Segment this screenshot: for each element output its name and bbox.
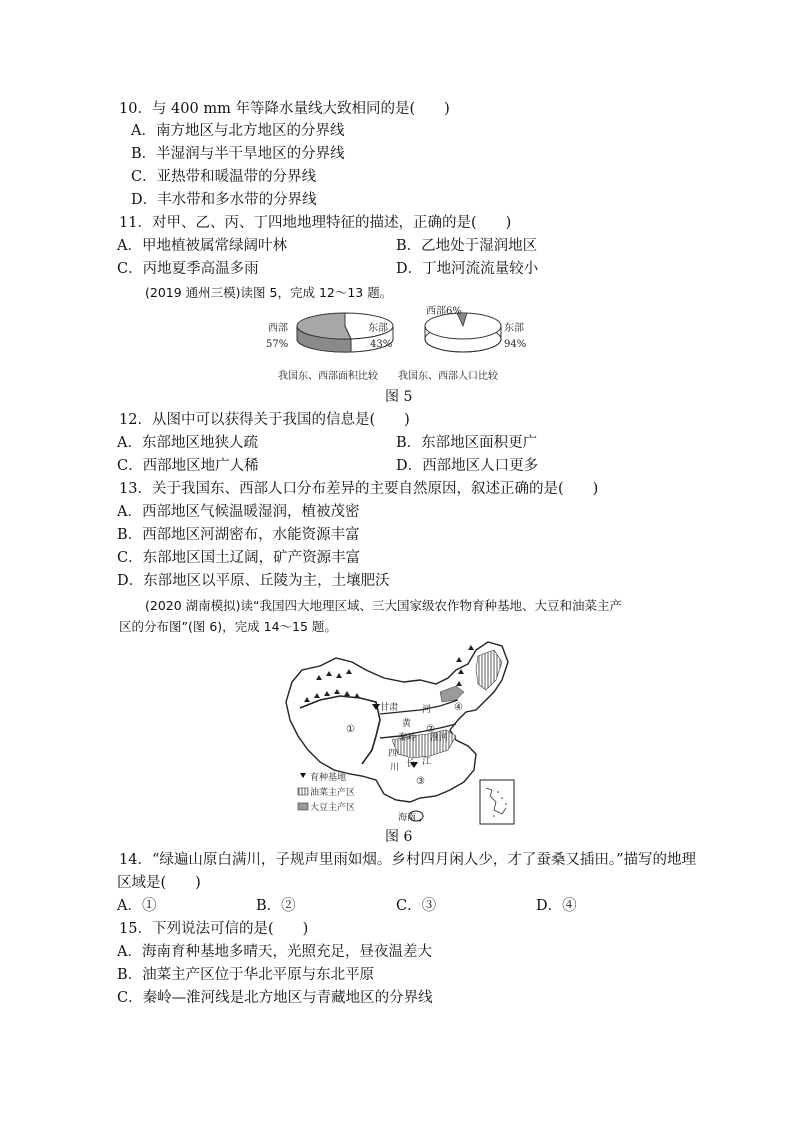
- figure-5: [258, 302, 534, 384]
- pop-east-label: 东部: [504, 323, 524, 334]
- pop-west-label: 西部6%: [426, 306, 462, 317]
- area-east-label: 东部: [368, 323, 388, 334]
- q11-option-a: A．甲地植被属常绿阔叶林: [117, 238, 287, 254]
- intro-14-15-line1: (2020 湖南模拟)读“我国四大地理区域、三大国家级农作物育种基地、大豆和油菜主产: [145, 598, 623, 613]
- q11-option-b: B．乙地处于湿润地区: [396, 238, 538, 254]
- region-4: ④: [454, 702, 463, 713]
- q12-stem: 12．从图中可以获得关于我国的信息是( ): [119, 412, 410, 428]
- legend-rapeseed: 油菜主产区: [310, 788, 356, 798]
- q11-option-d: D．丁地河流流量较小: [396, 261, 539, 277]
- q14-option-d: D．④: [536, 898, 577, 914]
- area-pie-chart: [266, 313, 393, 382]
- area-west-label: 西部: [268, 323, 288, 334]
- legend-soybean: 大豆主产区: [310, 803, 356, 813]
- south-china-sea-inset: [480, 780, 514, 824]
- area-caption: 我国东、西部面积比较: [278, 371, 378, 382]
- q14-option-b: B．②: [256, 898, 296, 914]
- label-si: 四: [388, 749, 398, 759]
- region-2: ②: [426, 724, 435, 735]
- legend-breeding-base: 育种基地: [310, 773, 347, 783]
- label-chang: 长: [406, 759, 416, 769]
- q12-option-b: B．东部地区面积更广: [396, 435, 538, 451]
- q10-stem: 10．与 400 mm 年等降水量线大致相同的是( ): [119, 101, 450, 117]
- label-jiang: 江: [422, 757, 432, 767]
- area-west-pct: 57%: [266, 339, 289, 350]
- q14-option-a: A．①: [117, 898, 157, 914]
- pop-caption: 我国东、西部人口比较: [398, 371, 498, 382]
- figure-5-caption: 图 5: [385, 389, 413, 405]
- q10-option-b: B．半湿润与半干旱地区的分界线: [131, 146, 345, 162]
- label-huang: 黄: [402, 719, 412, 729]
- label-huaihe: 淮河: [430, 733, 449, 743]
- q14-stem-line1: 14．“绿遍山原白满川，子规声里雨如烟。乡村四月闲人少，才了蚕桑又插田。”描写的地理: [119, 852, 697, 868]
- q12-option-c: C．西部地区地广人稀: [117, 458, 259, 474]
- q13-option-d: D．东部地区以平原、丘陵为主，土壤肥沃: [117, 573, 390, 589]
- q13-stem: 13．关于我国东、西部人口分布差异的主要自然原因，叙述正确的是( ): [119, 481, 599, 497]
- q14-stem-line2: 区域是( ): [117, 875, 201, 891]
- label-gansu: 甘肃: [380, 703, 399, 713]
- q11-stem: 11．对甲、乙、丙、丁四地地理特征的描述，正确的是( ): [119, 215, 512, 231]
- q15-option-a: A．海南育种基地多晴天，光照充足，昼夜温差大: [117, 944, 432, 960]
- q13-option-c: C．东部地区国土辽阔，矿产资源丰富: [117, 550, 361, 566]
- label-qinling: 秦岭: [398, 733, 417, 743]
- area-east-pct: 43%: [370, 339, 393, 350]
- q14-option-c: C．③: [396, 898, 437, 914]
- q15-stem: 15．下列说法可信的是( ): [119, 921, 309, 937]
- q13-option-b: B．西部地区河湖密布，水能资源丰富: [117, 527, 360, 543]
- q10-option-c: C．亚热带和暖温带的分界线: [131, 169, 317, 185]
- q15-option-b: B．油菜主产区位于华北平原与东北平原: [117, 967, 375, 983]
- intro-12-13: (2019 通州三模)读图 5，完成 12～13 题。: [145, 285, 393, 300]
- q13-option-a: A．西部地区气候温暖湿润，植被茂密: [117, 504, 360, 520]
- population-pie-chart: [398, 304, 526, 382]
- q10-option-a: A．南方地区与北方地区的分界线: [131, 123, 345, 139]
- figure-6-china-map: [280, 640, 530, 828]
- q15-option-c: C．秦岭—淮河线是北方地区与青藏地区的分界线: [117, 990, 433, 1006]
- intro-14-15-line2: 区的分布图”(图 6)，完成 14～15 题。: [119, 619, 337, 634]
- figure-6-caption: 图 6: [385, 829, 413, 845]
- region-3: ③: [416, 776, 425, 787]
- pop-east-pct: 94%: [504, 339, 527, 350]
- q12-option-d: D．西部地区人口更多: [396, 458, 539, 474]
- label-hainan: 海南: [398, 813, 417, 823]
- q11-option-c: C．丙地夏季高温多雨: [117, 261, 259, 277]
- q12-option-a: A．东部地区地狭人疏: [117, 435, 258, 451]
- q10-option-d: D．丰水带和多水带的分界线: [131, 192, 317, 208]
- label-he: 河: [422, 705, 432, 715]
- label-chuan: 川: [390, 763, 400, 773]
- region-1: ①: [346, 724, 355, 735]
